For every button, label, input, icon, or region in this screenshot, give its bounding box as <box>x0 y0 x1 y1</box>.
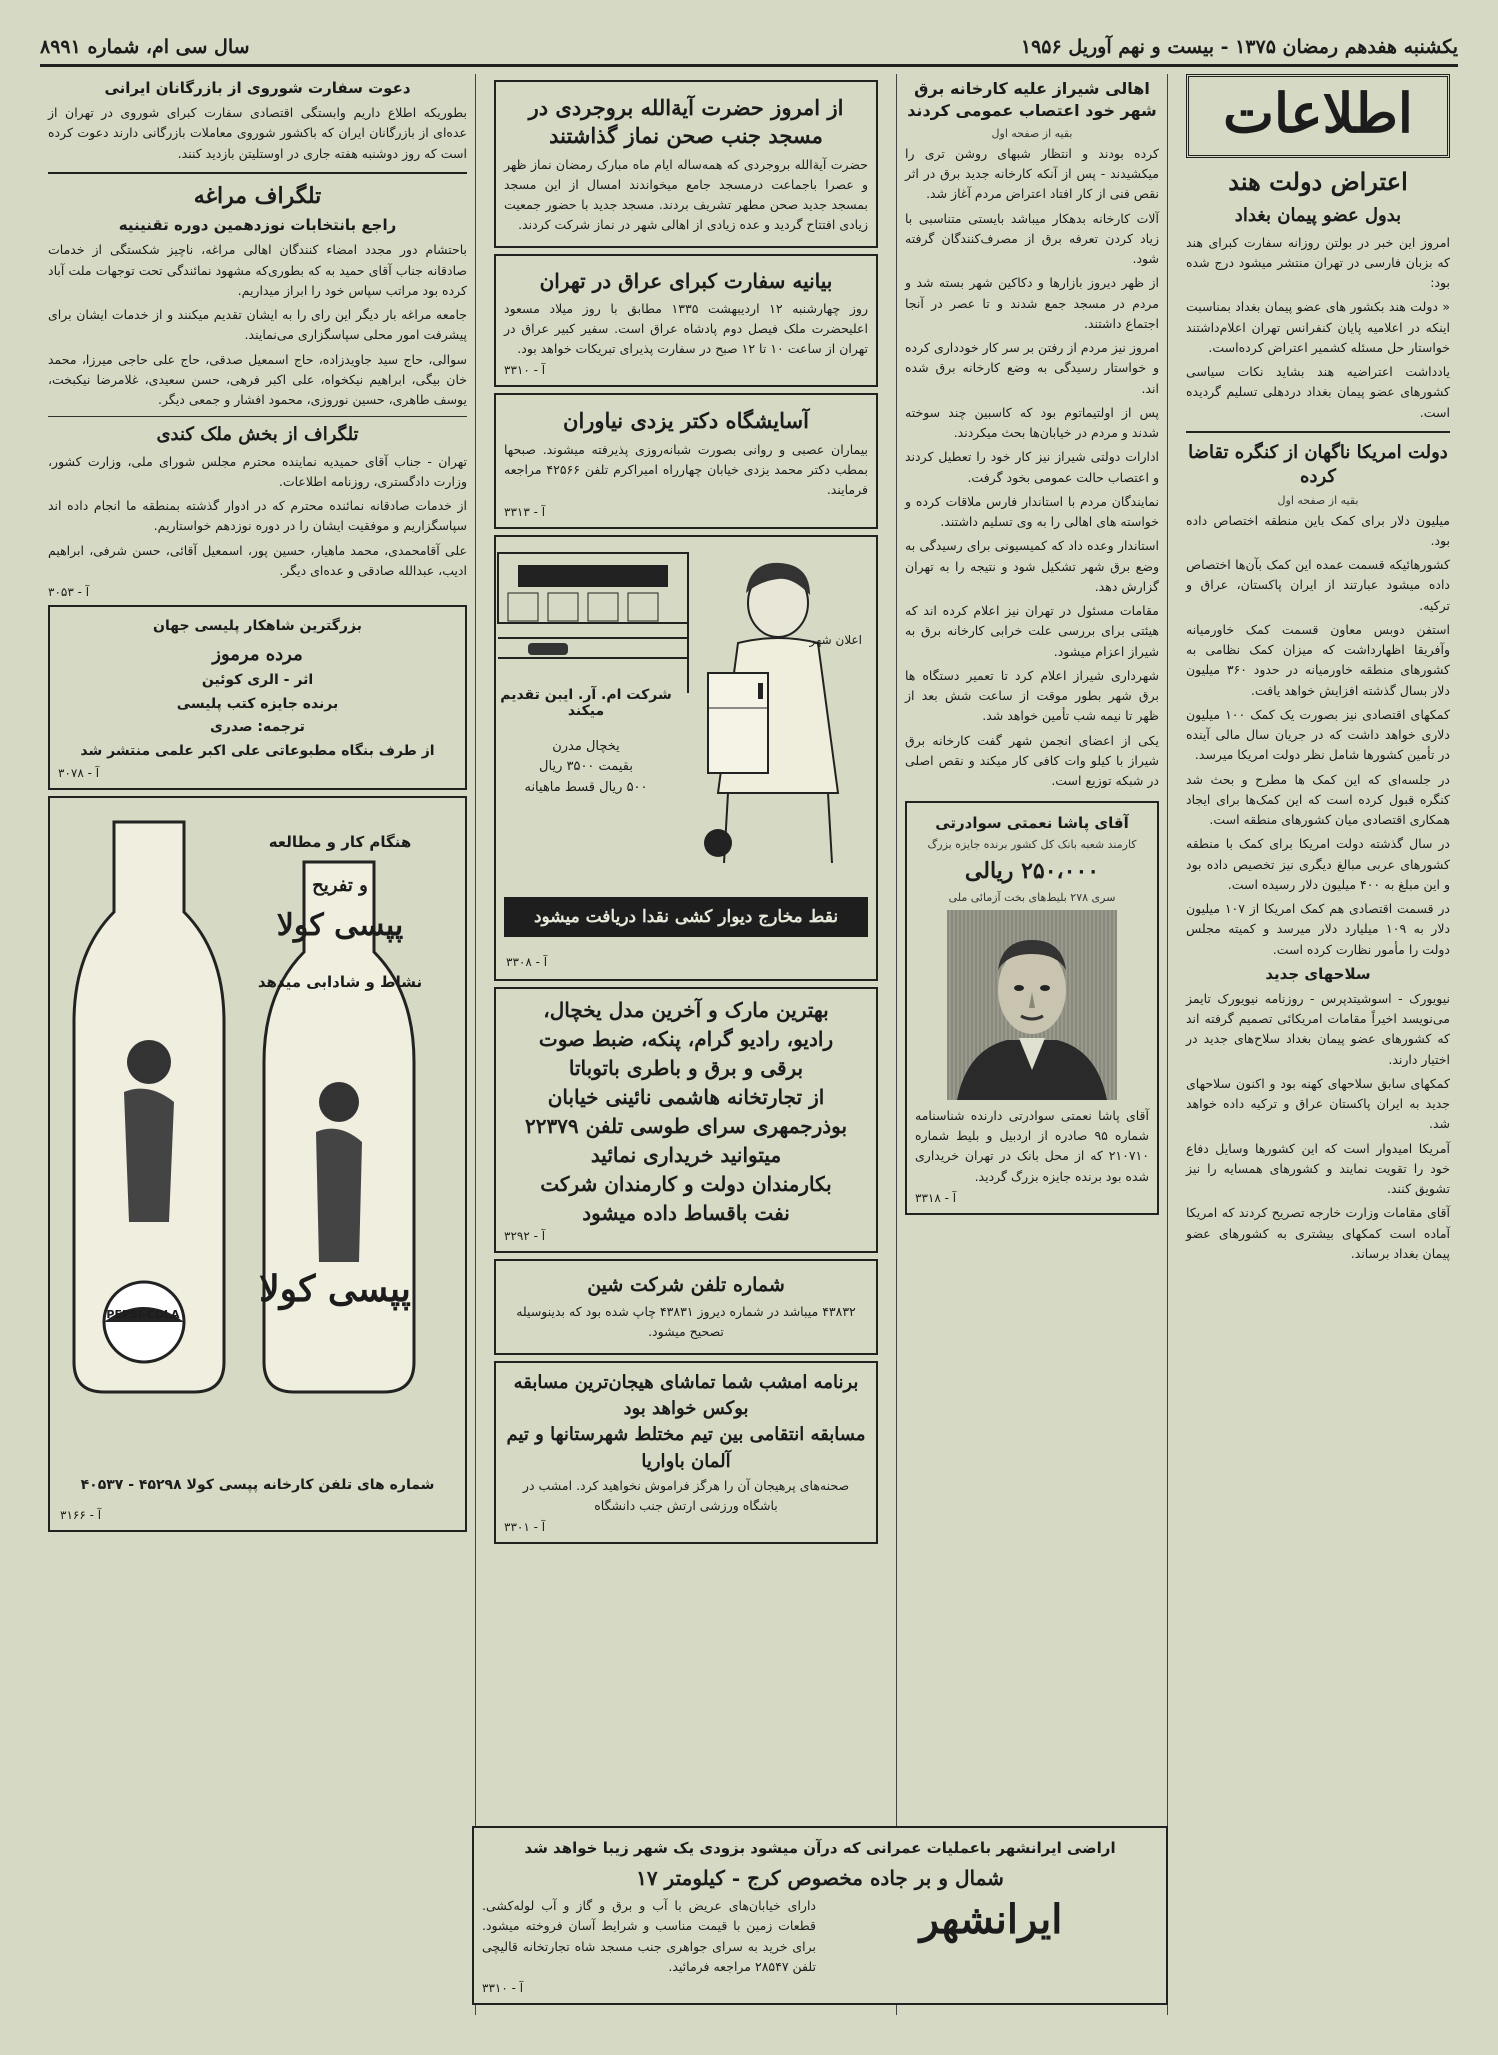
ad2-line-1: بهترین مارک و آخرین مدل یخچال، <box>543 997 829 1022</box>
new-weapons-headline: سلاحهای جدید <box>1265 964 1371 983</box>
shiraz-para-10: شهرداری شیراز اعلام کرد تا تعمیر دستگاه ها برق شهر بطور موقت از ساعت شش بعد از ظهر تا نیمه شب تأمین خواهد شد. <box>905 667 1159 724</box>
maragheh-telegram-title: تلگراف مراغه <box>193 182 322 209</box>
ad4-code: آ - ۳۳۰۱ <box>504 1520 546 1535</box>
iranshahr-body: دارای خیابان‌های عریض با آب و برق و گاز و آب لوله‌کشی. قطعات زمین با قیمت مناسب و شرایط آسان فروخته میشود. برای خرید به سرای جواهری جنب مسجد شاه تجارتخانه قالیچی تلفن ۲۸۵۴۷ مراجعه فرمائید. <box>482 1898 816 1974</box>
us-aid-para-3: استفن دوبس معاون قسمت کمک خاورمیانه وآفریقا اظهارداشت که میزان کمک نظامی به کشورهای منطقه خاورمیانه در حدود ۳۶۰ میلیون دلار بسال گذشته افزایش خواهد یافت. <box>1186 621 1450 698</box>
india-protest-subhead: بدول عضو پیمان بغداد <box>1234 205 1402 227</box>
ad2-line-7: بکارمندان دولت و کارمندان شرکت <box>540 1171 832 1196</box>
weapons-para-1: نیویورک - اسوشیتدپرس - روزنامه نیویورک تایمز می‌نویسد اخیراً مقامات امریکائی تصمیم گرفته اند که کشورهای عضو پیمان بغداد سلاح‌های جدید در اختیار دارند. <box>1186 990 1450 1067</box>
us-aid-para-4: کمکهای اقتصادی نیز بصورت یک کمک ۱۰۰ میلیون دلاری خواهد داشت که در جریان سال مالی آینده در تأمین کشورها شامل نظر دولت امریکا میرسد. <box>1186 706 1450 763</box>
book-prize: برنده جایزه کتب پلیسی <box>176 695 339 712</box>
iraq-embassy-code: آ - ۳۳۱۰ <box>504 363 546 378</box>
india-para-2: « دولت هند بکشور های عضو پیمان بغداد بمناسبت اینکه در اعلامیه پایان کنفرانس تهران اعلام‌داشتند خواستار حل مسئله کشمیر اعتراض کرده‌است. <box>1186 299 1450 355</box>
yazdi-clinic-title: آسایشگاه دکتر یزدی نیاوران <box>563 408 809 434</box>
maragheh-para-1: باحتشام دور مجدد امضاء کنندگان اهالی مراغه، ناچیز شکستگی از خدمات صادقانه جناب آقای حمید به که بطوری‌که مشهود نمائندگی تحت توجهات ملت آباد کرده بود مراتب سپاس خود را ابراز میداریم. <box>48 242 467 298</box>
shiraz-para-8: استاندار وعده داد که کمیسیونی برای رسیدگی به وضع برق شهر تشکیل شود و نتیجه را به تهران گزارش دهد. <box>905 538 1159 594</box>
book-ad <box>48 605 467 789</box>
yazdi-clinic-body: بیماران عصبی و روانی بصورت شبانه‌روزی پذیرفته میشوند. صبحها بمطب دکتر محمد یزدی خیابان چهارراه امیراکرم تلفن ۴۲۵۶۶ مراجعه فرمایند. <box>504 441 869 498</box>
book-code: آ - ۳۰۷۸ <box>58 765 100 780</box>
divider <box>48 416 467 417</box>
ad2-code: آ - ۳۲۹۲ <box>504 1228 546 1243</box>
iraq-embassy-body: روز چهارشنبه ۱۲ اردیبهشت ۱۳۳۵ مطابق با روز میلاد مسعود اعلیحضرت ملک فیصل دوم پادشاه عراق است. سفیر کبیر عراق در تهران از ساعت ۱۰ تا ۱۲ صبح در سفارت پذیرای تبریکات خواهد بود. <box>504 300 868 357</box>
pepsi-code: آ - ۳۱۶۶ <box>60 1507 102 1522</box>
pepsi-brand-bottom: پپسی کولا <box>259 1267 411 1310</box>
iranshahr-sub: شمال و بر جاده مخصوص کرج - کیلومتر ۱۷ <box>636 1866 1004 1890</box>
ad1-headline: شرکت ام. آر. ایبن تقدیم میکند <box>500 686 672 719</box>
shiraz-para-4: امروز نیز مردم از رفتن بر سر کار خودداری کرده و خواستار رسیدگی به وضع کارخانه برق شده اند. <box>905 340 1159 396</box>
shiraz-para-7: نمایندگان مردم با استاندار فارس ملاقات کرده و خواسته های اهالی را به وی تسلیم داشتند. <box>905 493 1159 530</box>
ad3-body: ۴۳۸۳۲ میباشد در شماره دیروز ۴۳۸۳۱ چاپ شده بود که بدینوسیله تصحیح میشود. <box>516 1304 856 1340</box>
appliance-ad <box>494 987 878 1253</box>
iraq-embassy-headline: بیانیه سفارت کبرای عراق در تهران <box>539 268 833 293</box>
ad2-line-4: از تجارتخانه هاشمی نائینی خیابان <box>547 1084 825 1109</box>
borujerdi-box <box>494 80 878 248</box>
shiraz-para-5: پس از اولتیماتوم بود که کاسبین چند سوخته شدند و مردم در خیابان‌ها بحث میکردند. <box>905 404 1159 441</box>
pepsi-phone: شماره های تلفن کارخانه پپسی کولا ۴۵۲۹۸ - ۴۰۵۳۷ <box>80 1476 435 1493</box>
soviet-body: بطوریکه اطلاع داریم وابستگی اقتصادی سفارت کبرای شوروی در تهران از عده‌ای از بازرگانان ایران که باکشور شوروی معاملات بازرگانی دارند دعوت کرده است که روز دوشنبه هفته جاری در اوستلیتن بازدید کنند. <box>48 105 467 161</box>
weapons-para-2: کمکهای سابق سلاحهای کهنه بود و اکنون سلاحهای جدید به ایران پاکستان عراق و ترکیه داده خواهد شد. <box>1186 1075 1450 1132</box>
ad1-line-1: یخچال مدرن <box>552 738 620 754</box>
iranshahr-brand: ایرانشهر <box>919 1896 1063 1943</box>
yazdi-clinic-code: آ - ۳۳۱۳ <box>504 504 546 519</box>
ad2-line-5: بوذرجمهری سرای طوسی تلفن ۲۲۳۷۹ <box>524 1113 848 1138</box>
india-protest-headline: اعتراض دولت هند <box>1228 167 1408 196</box>
malekkandi-telegram-title: تلگراف از بخش ملک کندی <box>156 424 359 446</box>
shiraz-para-6: ادارات دولتی شیراز نیز کار خود را تعطیل کردند و اعتصاب حالت عمومی بخود گرفت. <box>905 449 1159 485</box>
iranshahr-ad <box>472 1826 1168 2005</box>
column-right <box>1178 74 1458 2015</box>
ad4-line-4: آلمان باواریا <box>641 1450 731 1472</box>
winner-amount: ۲۵۰،۰۰۰ ریالی <box>964 858 1100 885</box>
book-author: اثر - الری کوئین <box>201 672 314 689</box>
ad1-code: آ - ۳۳۰۸ <box>506 954 548 969</box>
borujerdi-body: حضرت آیةالله بروجردی که همه‌ساله ایام ماه مبارک رمضان نماز ظهر و عصرا باجماعت درمسجد جامع میخواندند امسال از این مسجد بمسجد جدید صحن مطهر تشریف بردند. مسجد جدید با حضور جمعیت زیادی افتتاح گردید و عده زیادی از اهالی شهر در نماز شرکت کردند. <box>504 156 868 233</box>
lottery-winner-box <box>905 801 1159 1215</box>
shiraz-para-2: آلات کارخانه بدهکار میباشد بایستی متناسبی با زیاد کردن تعرفه برق از مصرف‌کنندگان گرفته شود. <box>905 210 1159 267</box>
divider <box>1186 431 1450 433</box>
shin-phone-notice <box>494 1259 878 1355</box>
iranshahr-code: آ - ۳۳۱۰ <box>482 1981 524 1995</box>
pepsi-ad <box>48 796 467 1532</box>
column-left <box>40 74 476 2015</box>
pepsi-line-2: نشاط و شادابی میدهد <box>257 972 423 991</box>
divider <box>48 172 467 174</box>
iranshahr-title: اراضی ایرانشهر باعملیات عمرانی که درآن میشود بزودی یک شهر زیبا خواهد شد <box>524 1839 1116 1857</box>
boxing-ad <box>494 1361 878 1545</box>
india-para-3: یادداشت اعتراضیه هند بشاید نکات سیاسی کشورهای عضو پیمان بغداد دردهلی تسلیم گردیده است. <box>1186 364 1450 420</box>
ad1-footer-banner: نقط مخارج دیوار کشی نقدا دریافت میشود <box>504 897 868 937</box>
iranshahr-text <box>482 1896 816 1997</box>
masthead: اطلاعات <box>1186 74 1450 158</box>
pepsi-brand-top: پپسی کولا <box>276 907 404 943</box>
ad1-feature-list <box>496 737 676 799</box>
pepsi-logo: PEPSI-COLA <box>106 1307 180 1321</box>
us-aid-para-5: در جلسه‌ای که این کمک ها مطرح و بحث شد کنگره قبول کرده است که این کمک‌ها برای ایجاد همکاری اقتصادی میان کشورهای منطقه است. <box>1186 771 1450 828</box>
ad2-line-6: میتوانید خریداری نمائید <box>590 1142 782 1167</box>
us-aid-headline: دولت امریکا ناگهان از کنگره تقاضا کرده <box>1188 441 1448 488</box>
shiraz-headline: اهالی شیراز علیه کارخانه برق شهر خود اعتصاب عمومی کردند <box>907 79 1157 121</box>
winner-body: آقای پاشا نعمتی سوادرتی دارنده شناسنامه شماره ۹۵ صادره از اردبیل و بلیط شماره ۲۱۰۷۱۰ که از محل بانک در تهران خریداری شده بود برنده جایزه بزرگ گردید. <box>915 1107 1149 1184</box>
ad4-line-3: مسابقه انتقامی بین تیم مختلط شهرستانها و تیم <box>506 1424 866 1446</box>
ad4-body: صحنه‌های پرهیجان آن را هرگز فراموش نخواهید کرد. امشب در باشگاه ورزشی ارتش جنب دانشگاه <box>522 1477 850 1514</box>
ad1-store-label: اعلان شهر <box>809 632 862 647</box>
ad2-line-8: نفت باقساط داده میشود <box>582 1200 790 1225</box>
book-translator: ترجمه: صدری <box>210 719 305 736</box>
us-aid-para-1: میلیون دلار برای کمک باین منطقه اختصاص داده بود. <box>1186 512 1450 548</box>
winner-note: سری ۲۷۸ بلیط‌های بخت آزمائی ملی <box>948 890 1116 904</box>
weapons-para-3: آمریکا امیدوار است که این کشورها وسایل دفاع خود را تقویت نمایند و کشورهای همسایه را نیز تشویق کنند. <box>1186 1140 1450 1197</box>
ad2-line-2: رادیو، رادیو گرام، پنکه، ضبط صوت <box>538 1026 834 1051</box>
maragheh-para-3: سوالی، حاج سید جاویدزاده، حاج اسمعیل صدقی، حاج علی حاجی میرزا، محمد خان بیگی، ابراهیم نیکخواه، علی اکبر فرهی، حسن سعیدی، غلامرضا نیکبخت، یوسف طاهری، حسین نوروزی، محمود افشار و جمعی دیگر. <box>48 351 467 408</box>
winner-sub: کارمند شعبه بانک کل کشور برنده جایزه بزرگ <box>927 838 1137 852</box>
ad4-line-1: برنامه امشب شما تماشای هیجان‌ترین مسابقه <box>513 1371 859 1393</box>
malekkandi-para-3: علی آقامحمدی، محمد ماهیار، حسین پور، اسمعیل آقائی، حسن شرفی، ابراهیم ادیب، عبدالله صادقی و عده‌ای دیگر. <box>48 542 467 578</box>
us-aid-para-7: در قسمت اقتصادی هم کمک امریکا از ۱۰۷ میلیون دلار به ۱۰۹ میلیارد دلار میرسد و کمیته مجلس دولت را مأمور نظارت کرده است. <box>1186 901 1451 957</box>
winner-code: آ - ۳۳۱۸ <box>915 1190 957 1205</box>
iraq-embassy-box <box>494 254 878 388</box>
shiraz-para-1: کرده بودند و انتظار شبهای روشن تری را میکشیدند - پس از آنکه کارخانه جدید برق در اثر نقص فنی از کار افتاد اعتراض مردم آغاز شد. <box>905 145 1159 202</box>
malekkandi-code: آ - ۳۰۵۳ <box>48 585 90 600</box>
shiraz-para-9: مقامات مسئول در تهران نیز اعلام کرده اند که هیئتی برای بررسی علت خرابی کارخانه برق به شیراز اعزام میشود. <box>905 603 1159 659</box>
refrigerator-ad <box>494 535 878 981</box>
header-issue: سال سی ام، شماره ۸۹۹۱ <box>40 36 250 58</box>
weapons-para-4: آقای مقامات وزارت خارجه تصریح کردند که امریکا آماده است کمکهای بیشتری به کشورهای عضو پیمان بغداد برساند. <box>1186 1205 1450 1261</box>
soviet-headline: دعوت سفارت شوروی از بازرگانان ایرانی <box>104 79 411 97</box>
winner-name: آقای پاشا نعمتی سوادرتی <box>935 814 1129 833</box>
ad1-line-3: ۵۰۰ ریال قسط ماهیانه <box>524 780 648 796</box>
india-para-1: امروز این خبر در بولتن روزانه سفارت کبرای هند که بزبان فارسی در تهران منتشر میشود درج شده بود: <box>1186 234 1450 291</box>
book-name: مرده مرموز <box>212 643 303 665</box>
malekkandi-para-1: تهران - جناب آقای حمیدیه نماینده محترم مجلس شورای ملی، وزارت کشور، وزارت دادگستری، روزنامه اطلاعات. <box>48 453 467 489</box>
ad4-line-2: بوکس خواهد بود <box>623 1397 749 1419</box>
book-title: بزرگترین شاهکار پلیسی جهان <box>153 618 362 635</box>
ad1-line-2: بقیمت ۳۵۰۰ ریال <box>539 759 633 775</box>
winner-portrait <box>947 910 1117 1100</box>
borujerdi-headline: از امروز حضرت آیةالله بروجردی در مسجد جنب صحن نماز گذاشتند <box>528 95 844 149</box>
shiraz-para-11: یکی از اعضای انجمن شهر گفت کارخانه برق شیراز با کیلو وات کافی کار میکند و نقص اصلی در شبکه توزیع است. <box>905 732 1159 789</box>
pepsi-line-1: و تفریح <box>312 874 368 896</box>
us-aid-continued: بقیه از صفحه اول <box>1277 493 1359 507</box>
maragheh-telegram-sub: راجع بانتخابات نوزدهمین دوره تقنینیه <box>118 216 397 235</box>
iranshahr-content <box>482 1896 1158 1997</box>
column-ads-center <box>486 74 886 2015</box>
us-aid-para-2: کشورهائیکه قسمت عمده این کمک بآن‌ها اختصاص داده میشود عبارتند از ایران پاکستان، عراق و ترکیه. <box>1186 557 1450 613</box>
us-aid-para-6: در سال گذشته دولت امریکا برای کمک با منطقه کشورهای عربی مبالغ دیگری نیز تخصیص داده بود و این مبلغ به ۴۰۰ میلیون دلار رسیده است. <box>1186 836 1450 892</box>
shiraz-para-3: از ظهر دیروز بازارها و دکاکین شهر بسته شد و مردم در مسجد جمع شدند و تا عصر در آنجا اجتماع داشتند. <box>905 275 1159 331</box>
yazdi-clinic-box <box>494 393 878 528</box>
page-header <box>40 30 1458 67</box>
ad2-line-3: برقی و برق و باطری باتوباتا <box>568 1055 804 1080</box>
column-shiraz <box>896 74 1168 2015</box>
shiraz-continued: بقیه از صفحه اول <box>991 126 1073 140</box>
ad3-title: شماره تلفن شرکت شین <box>587 1273 785 1296</box>
book-publisher: از طرف بنگاه مطبوعاتی علی اکبر علمی منتشر شد <box>80 742 435 759</box>
malekkandi-para-2: از خدمات صادقانه نمائنده محترم که در ادوار گذشته بمنطقه ما انجام داده اند سپاسگزاریم و موفقیت ایشان را در دوره نوزدهم خواستاریم. <box>48 498 467 534</box>
header-date: یکشنبه هفدهم رمضان ۱۳۷۵ - بیست و نهم آوریل ۱۹۵۶ <box>1020 36 1458 58</box>
maragheh-para-2: جامعه مراغه بار دیگر این رای را به ایشان تقدیم میکنند و از خدمات ایشان برای پیشرفت امور محلی سپاسگزاری می‌نمایند. <box>48 307 467 343</box>
pepsi-tag: هنگام کار و مطالعه <box>268 832 412 851</box>
